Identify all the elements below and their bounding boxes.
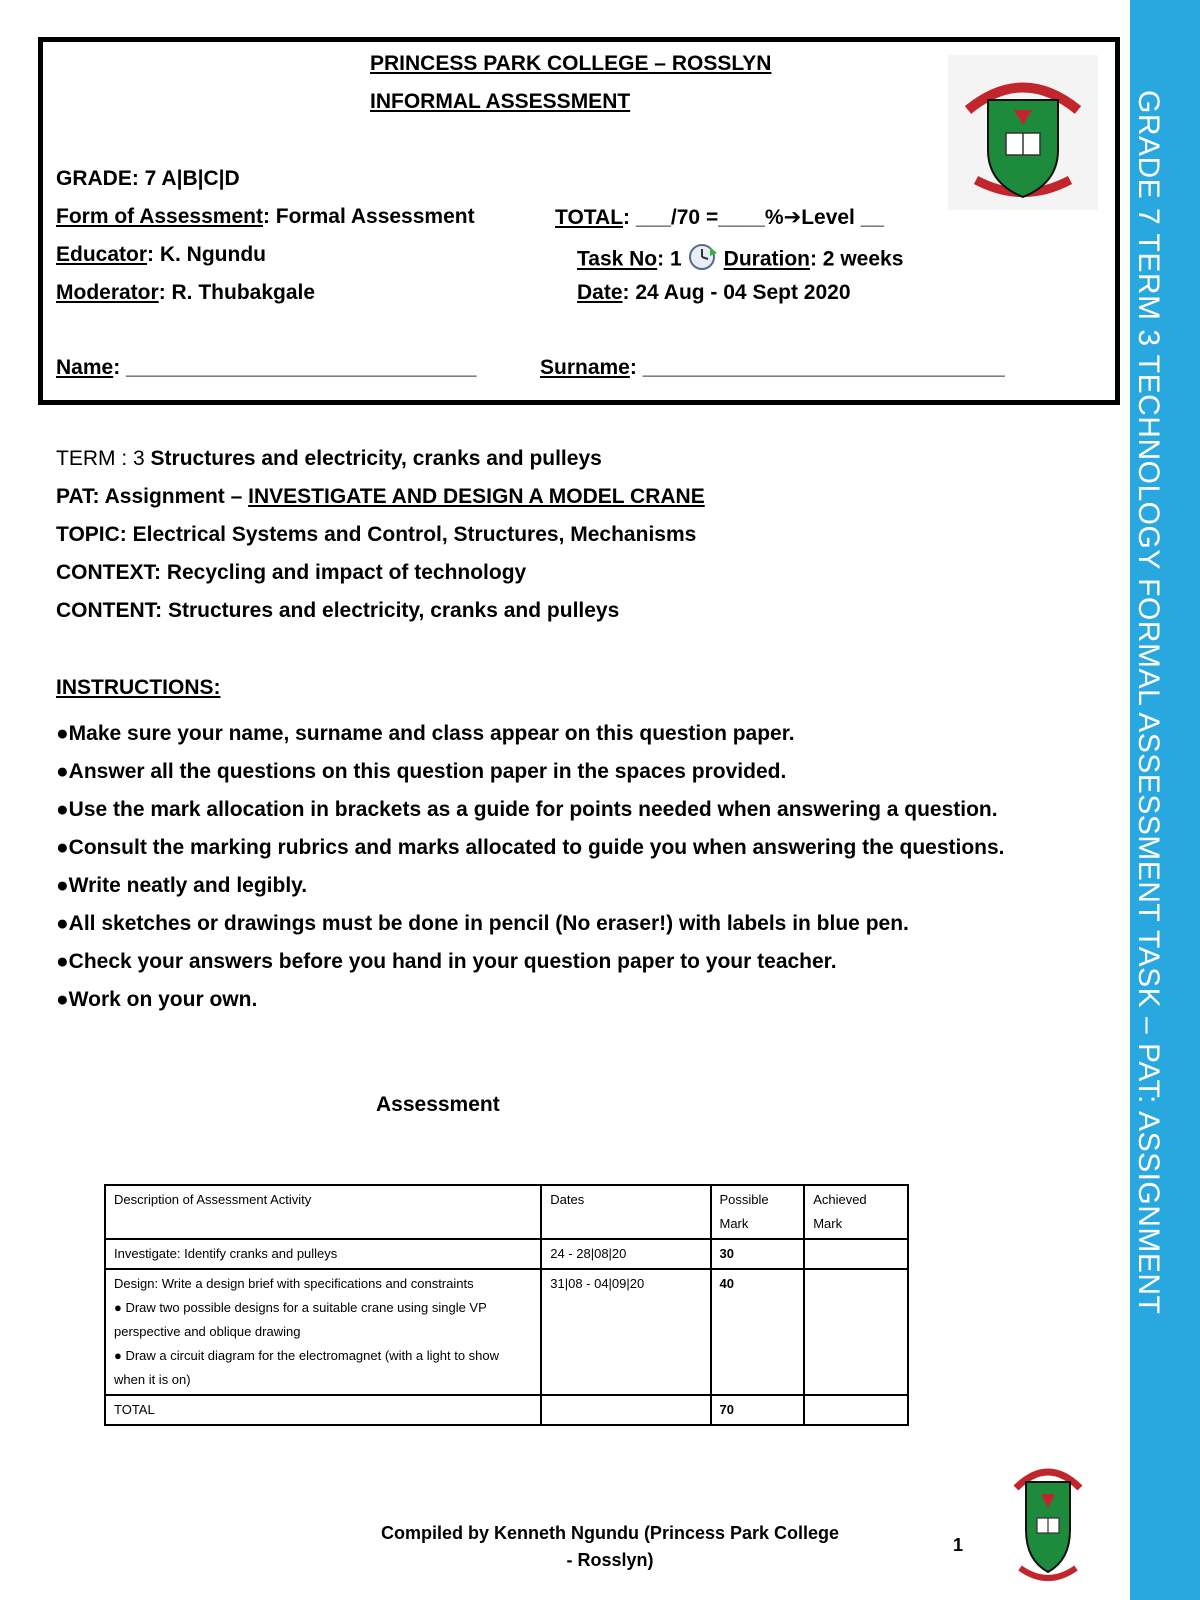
row-possible: 30 xyxy=(711,1239,805,1269)
header-description: Description of Assessment Activity xyxy=(105,1185,541,1239)
table-total-row xyxy=(105,1395,908,1425)
instruction-item: ●Answer all the questions on this question paper in the spaces provided. xyxy=(56,760,787,783)
instruction-item: ●Use the mark allocation in brackets as a guide for points needed when answering a question. xyxy=(56,798,998,821)
instruction-item: ●Make sure your name, surname and class appear on this question paper. xyxy=(56,722,795,745)
name-field[interactable] xyxy=(56,356,476,380)
table-row xyxy=(105,1239,908,1269)
instructions-heading: INSTRUCTIONS: xyxy=(56,676,221,699)
assessment-table xyxy=(104,1184,909,1426)
table-row xyxy=(105,1269,908,1395)
row-dates: 24 - 28|08|20 xyxy=(541,1239,710,1269)
term-prefix: TERM : 3 xyxy=(56,447,151,470)
surname-blank[interactable]: : _______________________________ xyxy=(629,356,1005,379)
instruction-item: ●Work on your own. xyxy=(56,988,258,1011)
total-field xyxy=(555,205,884,230)
row-achieved[interactable] xyxy=(804,1395,908,1425)
task-value: : 1 xyxy=(657,247,682,271)
term-text: Structures and electricity, cranks and pulleys xyxy=(150,447,602,470)
row-dates xyxy=(541,1395,710,1425)
moderator xyxy=(56,281,315,305)
surname-field[interactable] xyxy=(540,356,1005,380)
school-name: PRINCESS PARK COLLEGE – ROSSLYN xyxy=(370,52,772,75)
form-value: : Formal Assessment xyxy=(262,205,475,228)
header-dates: Dates xyxy=(541,1185,710,1239)
assessment-type: INFORMAL ASSESSMENT xyxy=(370,90,631,113)
row-achieved[interactable] xyxy=(804,1269,908,1395)
form-label: Form of Assessment xyxy=(56,205,263,228)
grade: GRADE: 7 A|B|C|D xyxy=(56,167,240,190)
form-of-assessment xyxy=(56,205,475,229)
topic-line: TOPIC: Electrical Systems and Control, Structures, Mechanisms xyxy=(56,523,697,546)
term-line xyxy=(56,447,602,471)
total-value: : ___/70 =____%➔Level __ xyxy=(623,206,885,229)
name-label: Name xyxy=(56,356,114,379)
table-header-row xyxy=(105,1185,908,1239)
footer-crest-logo xyxy=(1008,1460,1088,1590)
side-banner-text: GRADE 7 TERM 3 TECHNOLOGY FORMAL ASSESSMENT TASK – PAT: ASSIGNMENT xyxy=(1132,90,1165,1315)
header-achieved: Achieved Mark xyxy=(804,1185,908,1239)
pat-title: INVESTIGATE AND DESIGN A MODEL CRANE xyxy=(248,485,705,508)
pat-line xyxy=(56,485,705,509)
clock-icon xyxy=(688,243,718,277)
instruction-item: ●All sketches or drawings must be done in pencil (No eraser!) with labels in blue pen. xyxy=(56,912,909,935)
school-crest-logo xyxy=(948,55,1098,215)
pat-prefix: PAT: Assignment – xyxy=(56,485,249,508)
name-blank[interactable]: : ______________________________ xyxy=(113,356,477,379)
desc-line: ● Draw two possible designs for a suitable crane using single VP perspective and oblique drawing xyxy=(114,1300,487,1339)
desc-line: Design: Write a design brief with specifications and constraints xyxy=(114,1276,474,1291)
duration-value: : 2 weeks xyxy=(809,247,904,271)
header-possible: Possible Mark xyxy=(711,1185,805,1239)
row-description xyxy=(105,1269,541,1395)
context-line: CONTEXT: Recycling and impact of technology xyxy=(56,561,527,584)
instruction-item: ●Consult the marking rubrics and marks allocated to guide you when answering the questions. xyxy=(56,836,1005,859)
assessment-title: Assessment xyxy=(376,1093,500,1116)
instruction-item: ●Write neatly and legibly. xyxy=(56,874,308,897)
date-label: Date xyxy=(577,281,623,304)
row-description: Investigate: Identify cranks and pulleys xyxy=(105,1239,541,1269)
educator-label: Educator xyxy=(56,243,148,266)
page-number: 1 xyxy=(953,1535,964,1555)
instruction-item: ●Check your answers before you hand in your question paper to your teacher. xyxy=(56,950,837,973)
footer-compiled-by: Compiled by Kenneth Ngundu (Princess Park College - Rosslyn) xyxy=(380,1523,840,1570)
date-field xyxy=(577,281,851,305)
surname-label: Surname xyxy=(540,356,630,379)
date-value: : 24 Aug - 04 Sept 2020 xyxy=(622,281,851,304)
row-possible: 70 xyxy=(711,1395,805,1425)
row-possible: 40 xyxy=(711,1269,805,1395)
row-achieved[interactable] xyxy=(804,1239,908,1269)
duration-label: Duration xyxy=(723,247,810,271)
total-label: TOTAL xyxy=(555,206,624,229)
row-dates: 31|08 - 04|09|20 xyxy=(541,1269,710,1395)
task-label: Task No xyxy=(577,247,658,271)
moderator-label: Moderator xyxy=(56,281,159,304)
content-line: CONTENT: Structures and electricity, cranks and pulleys xyxy=(56,599,620,622)
row-description: TOTAL xyxy=(105,1395,541,1425)
task-duration xyxy=(577,243,903,277)
instructions-list xyxy=(56,717,1016,1016)
educator-value: : K. Ngundu xyxy=(147,243,266,266)
moderator-value: : R. Thubakgale xyxy=(158,281,316,304)
desc-line: ● Draw a circuit diagram for the electromagnet (with a light to show when it is on) xyxy=(114,1348,500,1387)
educator xyxy=(56,243,266,267)
